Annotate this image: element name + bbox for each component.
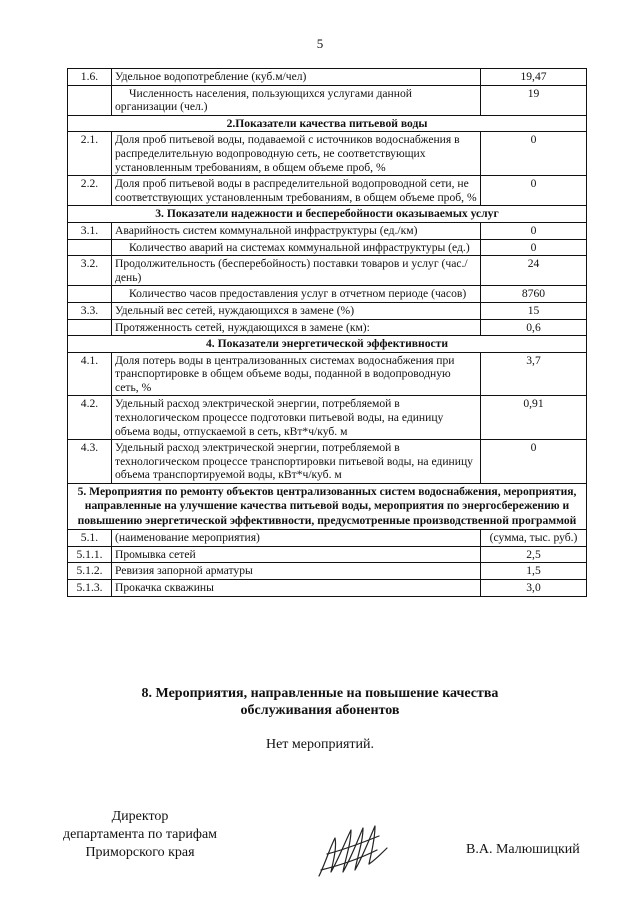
table-row [68, 530, 587, 547]
indicator-name-cell: Продолжительность (бесперебойность) поставки товаров и услуг (час./день) [112, 256, 481, 286]
table-row [68, 239, 587, 256]
page-number: 5 [316, 36, 324, 51]
row-number-cell: 2.2. [68, 176, 112, 206]
indicators-table [67, 68, 587, 597]
position-line-2: департамента по тарифам [62, 827, 218, 842]
indicator-value-cell: 19 [481, 85, 587, 115]
indicator-name-cell: Удельный расход электрической энергии, потребляемой в технологическом процессе подготовки питьевой воды, на единицу объема воды, отпускаемой в сеть, кВт*ч/куб. м [112, 396, 481, 440]
indicator-value-cell: 1,5 [481, 563, 587, 580]
indicator-name-cell: Аварийность систем коммунальной инфраструктуры (ед./км) [112, 222, 481, 239]
section-header-cell: 3. Показатели надежности и бесперебойности оказываемых услуг [68, 206, 587, 223]
section-header-cell: 2.Показатели качества питьевой воды [68, 115, 587, 132]
indicator-name-cell: Промывка сетей [112, 546, 481, 563]
table-row [68, 256, 587, 286]
section-8-title-line1: 8. Мероприятия, направленные на повышение качества [141, 686, 499, 701]
indicator-name-cell: (наименование мероприятия) [112, 530, 481, 547]
indicator-value-cell: 0 [481, 222, 587, 239]
row-number-cell: 4.2. [68, 396, 112, 440]
row-number-cell: 5.1.1. [68, 546, 112, 563]
table-row [68, 440, 587, 484]
indicator-name-cell: Численность населения, пользующихся услугами данной организации (чел.) [112, 85, 481, 115]
row-number-cell: 4.1. [68, 352, 112, 396]
indicator-value-cell: 3,0 [481, 580, 587, 597]
indicator-name-cell: Количество часов предоставления услуг в отчетном периоде (часов) [112, 286, 481, 303]
table-row [68, 85, 587, 115]
indicator-name-cell: Протяженность сетей, нуждающихся в замене (км): [112, 319, 481, 336]
indicator-value-cell: 0 [481, 239, 587, 256]
indicator-name-cell: Доля проб питьевой воды в распределительной водопроводной сети, не соответствующих установленным требованиям, в общем объеме проб, % [112, 176, 481, 206]
section-8-title [0, 685, 640, 719]
table-row [68, 580, 587, 597]
row-number-cell: 3.3. [68, 302, 112, 319]
table-row [68, 286, 587, 303]
table-row [68, 115, 587, 132]
section-8-body: Нет мероприятий. [265, 737, 375, 752]
row-number-cell: 3.1. [68, 222, 112, 239]
row-number-cell: 1.6. [68, 69, 112, 86]
indicator-value-cell: 0 [481, 132, 587, 176]
indicator-value-cell: 15 [481, 302, 587, 319]
row-number-cell: 3.2. [68, 256, 112, 286]
table-row [68, 546, 587, 563]
table-row [68, 302, 587, 319]
table-row [68, 319, 587, 336]
row-number-cell [68, 239, 112, 256]
indicator-value-cell: 0,91 [481, 396, 587, 440]
position-line-1: Директор [111, 809, 169, 824]
table-row [68, 563, 587, 580]
section-header-cell: 5. Мероприятия по ремонту объектов централизованных систем водоснабжения, мероприятия, направленные на улучшение качества питьевой воды, мероприятия по энергосбережению и повышению энергетической эффективности, предусмотренные производственной программой [68, 484, 587, 530]
table-row [68, 176, 587, 206]
indicator-name-cell: Удельный расход электрической энергии, потребляемой в технологическом процессе транспортировки питьевой воды, на единицу объема транспортируемой воды, кВт*ч/куб. м [112, 440, 481, 484]
row-number-cell: 4.3. [68, 440, 112, 484]
row-number-cell [68, 286, 112, 303]
table-row [68, 132, 587, 176]
indicator-name-cell: Доля потерь воды в централизованных системах водоснабжения при транспортировке в общем объеме воды, поданной в водопроводную сеть, % [112, 352, 481, 396]
table-row [68, 352, 587, 396]
indicator-value-cell: 0,6 [481, 319, 587, 336]
position-line-3: Приморского края [85, 845, 195, 860]
handwritten-signature [315, 820, 395, 880]
indicator-name-cell: Доля проб питьевой воды, подаваемой с источников водоснабжения в распределительную водопроводную сеть, не соответствующих установленным требованиям, в общем объеме проб, % [112, 132, 481, 176]
row-number-cell: 2.1. [68, 132, 112, 176]
signatory-name: В.А. Малюшицкий [466, 842, 580, 857]
section-8-title-line2: обслуживания абонентов [240, 703, 400, 718]
row-number-cell: 5.1. [68, 530, 112, 547]
row-number-cell [68, 319, 112, 336]
indicator-value-cell: 8760 [481, 286, 587, 303]
indicator-name-cell: Удельное водопотребление (куб.м/чел) [112, 69, 481, 86]
table-row [68, 222, 587, 239]
table-row [68, 206, 587, 223]
indicator-name-cell: Прокачка скважины [112, 580, 481, 597]
row-number-cell: 5.1.3. [68, 580, 112, 597]
indicator-name-cell: Ревизия запорной арматуры [112, 563, 481, 580]
indicator-value-cell: 2,5 [481, 546, 587, 563]
signatory-position [40, 808, 240, 862]
table-row [68, 396, 587, 440]
row-number-cell: 5.1.2. [68, 563, 112, 580]
indicator-value-cell: 3,7 [481, 352, 587, 396]
table-row [68, 336, 587, 353]
section-header-cell: 4. Показатели энергетической эффективности [68, 336, 587, 353]
indicator-value-cell: 24 [481, 256, 587, 286]
indicator-value-cell: 0 [481, 440, 587, 484]
indicator-name-cell: Удельный вес сетей, нуждающихся в замене (%) [112, 302, 481, 319]
indicator-value-cell: 19,47 [481, 69, 587, 86]
indicator-value-cell: (сумма, тыс. руб.) [481, 530, 587, 547]
table-row [68, 69, 587, 86]
table-row [68, 484, 587, 530]
indicator-value-cell: 0 [481, 176, 587, 206]
row-number-cell [68, 85, 112, 115]
indicator-name-cell: Количество аварий на системах коммунальной инфраструктуры (ед.) [112, 239, 481, 256]
